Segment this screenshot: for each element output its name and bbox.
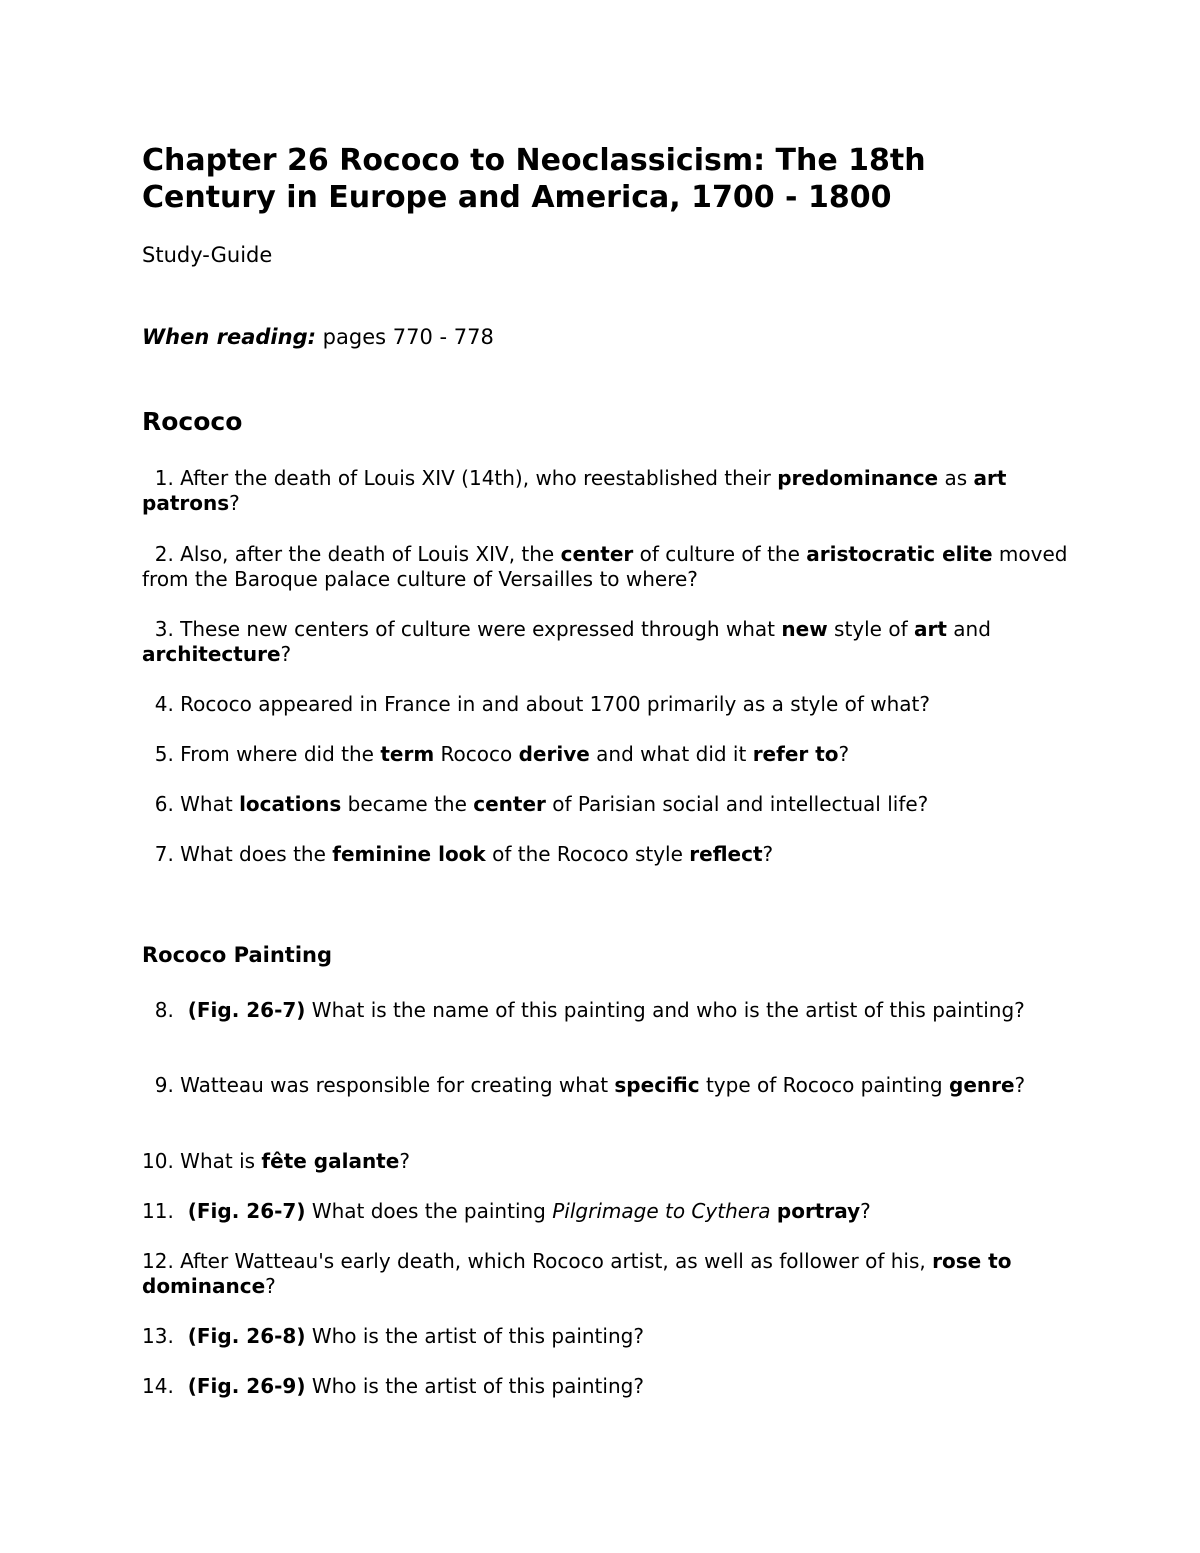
question-1: 1. After the death of Louis XIV (14th), who reestablished their predominance as art patrons? bbox=[142, 466, 1007, 515]
question-3: 3. These new centers of culture were expressed through what new style of art and architecture? bbox=[142, 617, 991, 666]
question-10: 10. What is fête galante? bbox=[142, 1149, 410, 1173]
question-4: 4. Rococo appeared in France in and about 1700 primarily as a style of what? bbox=[142, 692, 930, 716]
page-title bbox=[142, 142, 1102, 216]
question-14: 14. (Fig. 26-9) Who is the artist of this painting? bbox=[142, 1374, 644, 1398]
question-13: 13. (Fig. 26-8) Who is the artist of this painting? bbox=[142, 1324, 644, 1348]
question-12: 12. After Watteau's early death, which Rococo artist, as well as follower of his, rose to dominance? bbox=[142, 1249, 1012, 1298]
question-2: 2. Also, after the death of Louis XIV, the center of culture of the aristocratic elite moved from the Baroque palace culture of Versailles to where? bbox=[142, 542, 1068, 591]
question-9: 9. Watteau was responsible for creating what specific type of Rococo painting genre? bbox=[142, 1073, 1026, 1097]
question-8: 8. (Fig. 26-7) What is the name of this painting and who is the artist of this painting? bbox=[142, 998, 1025, 1022]
section-heading-rococo: Rococo bbox=[142, 407, 243, 436]
question-5: 5. From where did the term Rococo derive and what did it refer to? bbox=[142, 742, 850, 766]
section-heading-rococo-painting: Rococo Painting bbox=[142, 943, 333, 967]
question-11: 11. (Fig. 26-7) What does the painting Pilgrimage to Cythera portray? bbox=[142, 1199, 871, 1223]
question-6: 6. What locations became the center of Parisian social and intellectual life? bbox=[142, 792, 929, 816]
title-line-2: Century in Europe and America, 1700 - 1800 bbox=[142, 180, 892, 215]
title-line-1: Chapter 26 Rococo to Neoclassicism: The 18th bbox=[142, 143, 926, 178]
reading-pages: pages 770 - 778 bbox=[316, 325, 494, 349]
subtitle: Study-Guide bbox=[142, 243, 273, 267]
reading-assignment bbox=[142, 325, 494, 349]
question-7: 7. What does the feminine look of the Rococo style reflect? bbox=[142, 842, 774, 866]
reading-label: When reading: bbox=[142, 325, 316, 349]
